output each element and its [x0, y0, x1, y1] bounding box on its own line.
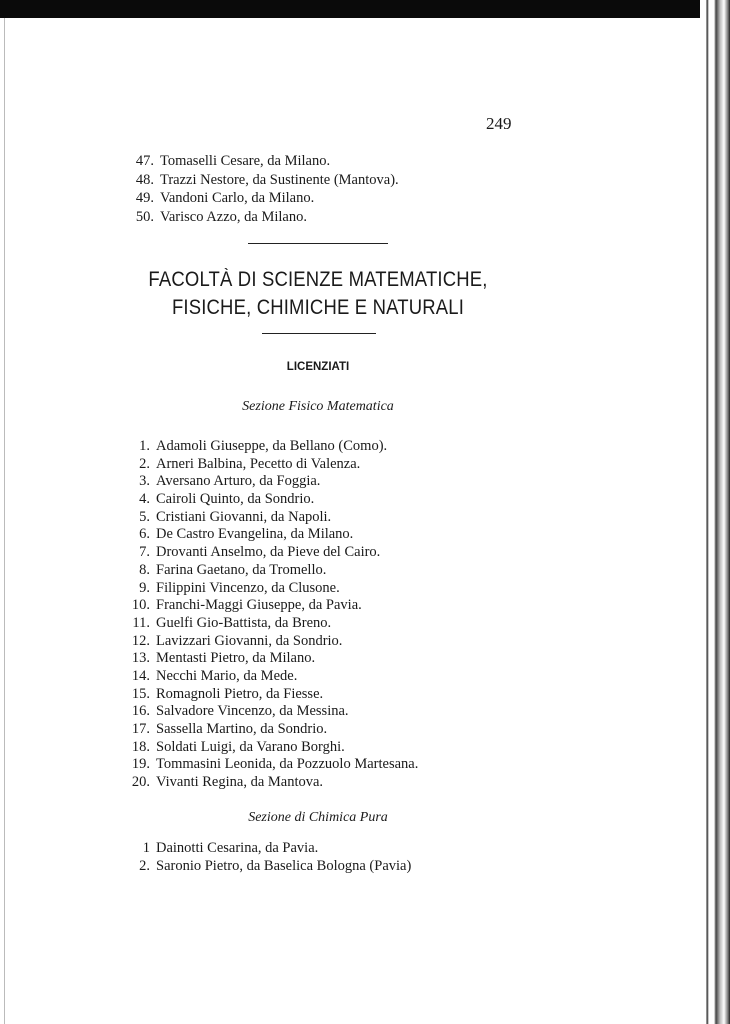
list-item [124, 839, 411, 857]
item-number: 50. [135, 208, 154, 225]
item-number: 48. [135, 171, 154, 188]
item-text: Tomaselli Cesare, da Milano. [160, 153, 331, 169]
list-item [124, 857, 411, 875]
item-text: Cristiani Giovanni, da Napoli. [156, 508, 332, 525]
list-item [124, 509, 418, 527]
section-title: Sezione Fisico Matematica [242, 399, 394, 414]
scan-left-edge [4, 18, 5, 1024]
item-text: Mentasti Pietro, da Milano. [156, 650, 316, 667]
list-item [124, 668, 418, 686]
list-item [124, 739, 418, 757]
item-text: Salvadore Vincenzo, da Messina. [156, 703, 349, 720]
item-text: Varisco Azzo, da Milano. [160, 208, 307, 225]
page-number: 249 [486, 114, 512, 133]
list-item [124, 473, 418, 491]
item-number: 14. [131, 667, 150, 684]
item-text: Franchi-Maggi Giuseppe, da Pavia. [156, 597, 362, 614]
item-number: 8. [139, 561, 150, 578]
faculty-title-line2: FISICHE, CHIMICHE E NATURALI [171, 296, 465, 319]
item-text: Filippini Vincenzo, da Clusone. [156, 579, 340, 596]
item-number: 47. [135, 153, 154, 169]
list-item [124, 456, 418, 474]
item-text: Adamoli Giuseppe, da Bellano (Como). [156, 438, 388, 454]
item-number: 12. [131, 632, 150, 649]
item-text: De Castro Evangelina, da Milano. [156, 526, 354, 543]
list-item [128, 208, 399, 227]
item-number: 9. [139, 579, 150, 596]
item-text: Necchi Mario, da Mede. [156, 667, 298, 684]
list-item [124, 562, 418, 580]
item-number: 1. [139, 438, 150, 454]
item-number: 19. [131, 756, 150, 773]
item-number: 1 [142, 840, 150, 856]
item-text: Cairoli Quinto, da Sondrio. [156, 491, 315, 508]
list-item [124, 615, 418, 633]
list-item [124, 774, 418, 792]
item-text: Farina Gaetano, da Tromello. [156, 561, 327, 578]
divider [248, 243, 388, 244]
item-number: 18. [131, 738, 150, 755]
list-item [124, 650, 418, 668]
scan-top-border [0, 0, 700, 18]
item-text: Trazzi Nestore, da Sustinente (Mantova). [160, 171, 399, 188]
item-number: 15. [131, 685, 150, 702]
item-text: Sassella Martino, da Sondrio. [156, 721, 328, 737]
faculty-title-line1: FACOLTÀ DI SCIENZE MATEMATICHE, [148, 268, 488, 291]
item-number: 13. [131, 650, 150, 667]
list-item [124, 544, 418, 562]
item-number: 17. [131, 721, 150, 737]
section-title: Sezione di Chimica Pura [248, 810, 388, 825]
item-number: 16. [131, 703, 150, 720]
item-number: 49. [135, 190, 154, 206]
item-number: 20. [131, 774, 150, 791]
section-list [124, 839, 411, 875]
section-list [124, 438, 418, 794]
list-item [124, 491, 418, 509]
item-text: Guelfi Gio-Battista, da Breno. [156, 614, 332, 631]
item-number: 11. [132, 614, 150, 631]
list-item [124, 703, 418, 721]
item-number: 4. [139, 491, 150, 508]
item-number: 2. [139, 455, 150, 472]
item-number: 2. [139, 858, 150, 874]
item-text: Lavizzari Giovanni, da Sondrio. [156, 632, 343, 649]
category-heading: LICENZIATI [286, 361, 350, 373]
item-text: Tommasini Leonida, da Pozzuolo Martesana. [156, 756, 419, 773]
scan-right-edge [700, 0, 730, 1024]
previous-list [128, 152, 399, 226]
list-item [124, 633, 418, 651]
item-text: Soldati Luigi, da Varano Borghi. [156, 738, 345, 755]
item-text: Vivanti Regina, da Mantova. [156, 774, 324, 791]
item-text: Saronio Pietro, da Baselica Bologna (Pavia) [156, 858, 412, 874]
list-item [128, 152, 399, 171]
item-text: Aversano Arturo, da Foggia. [156, 473, 321, 490]
list-item [128, 171, 399, 190]
list-item [124, 438, 418, 456]
list-item [124, 721, 418, 739]
item-text: Dainotti Cesarina, da Pavia. [156, 840, 319, 856]
divider [262, 333, 376, 334]
list-item [124, 580, 418, 598]
item-text: Drovanti Anselmo, da Pieve del Cairo. [156, 544, 381, 561]
list-item [124, 686, 418, 704]
list-item [124, 756, 418, 774]
item-number: 5. [139, 508, 150, 525]
item-text: Romagnoli Pietro, da Fiesse. [156, 685, 324, 702]
item-number: 6. [139, 526, 150, 543]
list-item [124, 526, 418, 544]
item-text: Arneri Balbina, Pecetto di Valenza. [156, 455, 361, 472]
item-number: 3. [139, 473, 150, 490]
item-text: Vandoni Carlo, da Milano. [160, 190, 315, 206]
list-item [124, 597, 418, 615]
list-item [128, 189, 399, 208]
item-number: 10. [131, 597, 150, 614]
item-number: 7. [139, 544, 150, 561]
